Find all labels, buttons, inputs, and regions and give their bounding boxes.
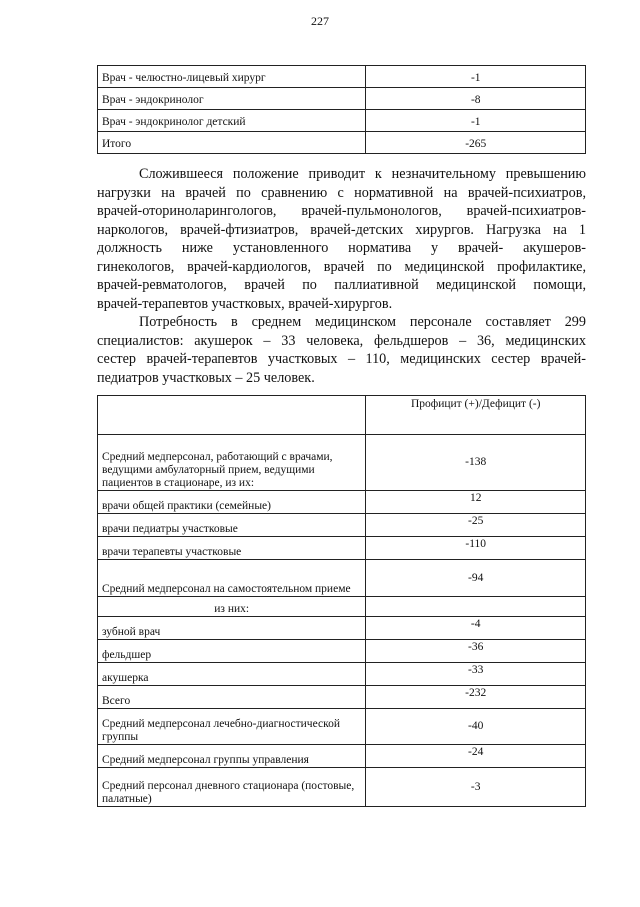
table-row xyxy=(98,745,586,768)
text-line: должность ниже установленного норматива у врачей- акушеров- xyxy=(97,240,586,256)
row-value: -232 xyxy=(366,686,586,709)
table-row xyxy=(98,66,586,88)
specialist-deficit-table xyxy=(97,65,586,154)
paragraph-load-situation xyxy=(97,165,586,313)
row-label: Средний медперсонал на самостоятельном приеме xyxy=(98,560,366,597)
table-row-total xyxy=(98,132,586,154)
table-row-total xyxy=(98,686,586,709)
table-row xyxy=(98,560,586,597)
text-line: гинекологов, врачей-кардиологов, врачей по медицинской профилактике, xyxy=(97,258,586,275)
paragraph-nursing-need xyxy=(97,313,586,387)
text-line: Потребность в среднем медицинском персонале составляет 299 xyxy=(139,314,586,330)
table-row xyxy=(98,491,586,514)
row-label: Средний медперсонал группы управления xyxy=(98,745,366,768)
row-value: -138 xyxy=(366,435,586,491)
row-value: -25 xyxy=(366,514,586,537)
table-header-row xyxy=(98,396,586,435)
text-line: врачей-терапевтов участковых, врачей-хирургов. xyxy=(97,295,393,312)
table-row xyxy=(98,663,586,686)
table-row xyxy=(98,537,586,560)
row-label: акушерка xyxy=(98,663,366,686)
text-line: педиатров участковых – 25 человек. xyxy=(97,369,315,386)
row-label: фельдшер xyxy=(98,640,366,663)
text-line: врачей-оториноларингологов, врачей-пульмонологов, врачей-психиатров- xyxy=(97,203,586,219)
row-value: -1 xyxy=(366,110,586,132)
row-value xyxy=(366,597,586,617)
row-value: -110 xyxy=(366,537,586,560)
row-label: Средний медперсонал лечебно-диагностической группы xyxy=(98,709,366,745)
row-value: -1 xyxy=(366,66,586,88)
nursing-staff-table xyxy=(97,395,586,807)
text-line: сестер врачей-терапевтов участковых – 110, медицинских сестер врачей- xyxy=(97,351,586,367)
row-label: зубной врач xyxy=(98,617,366,640)
row-label: из них: xyxy=(98,597,366,617)
row-label: Итого xyxy=(98,132,366,154)
row-label: Врач - эндокринолог детский xyxy=(98,110,366,132)
row-value: -8 xyxy=(366,88,586,110)
row-label: врачи общей практики (семейные) xyxy=(98,491,366,514)
text-line: нагрузки на врачей по сравнению с нормативной на врачей-психиатров, xyxy=(97,184,586,201)
row-label: Всего xyxy=(98,686,366,709)
table-row xyxy=(98,709,586,745)
table-row-subheader xyxy=(98,597,586,617)
row-value: -265 xyxy=(366,132,586,154)
table-row xyxy=(98,435,586,491)
text-line: Сложившееся положение приводит к незначительному превышению xyxy=(139,166,586,182)
row-label: Врач - эндокринолог xyxy=(98,88,366,110)
table-row xyxy=(98,768,586,807)
row-label: Средний медперсонал, работающий с врачами, ведущими амбулаторный прием, ведущими пациентов в стационаре, из их: xyxy=(98,435,366,491)
row-value: -40 xyxy=(366,709,586,745)
table-row xyxy=(98,110,586,132)
table-row xyxy=(98,617,586,640)
row-value: -33 xyxy=(366,663,586,686)
row-label: Врач - челюстно-лицевый хирург xyxy=(98,66,366,88)
text-line: врачей-ревматологов, врачей по паллиативной медицинской помощи, xyxy=(97,277,586,293)
table-row xyxy=(98,640,586,663)
table-row xyxy=(98,88,586,110)
row-value: -3 xyxy=(366,768,586,807)
text-line: наркологов, врачей-фтизиатров, врачей-детских хирургов. Нагрузка на 1 xyxy=(97,221,586,238)
row-value: -24 xyxy=(366,745,586,768)
header-value: Профицит (+)/Дефицит (-) xyxy=(366,396,586,435)
page-number: 227 xyxy=(311,14,329,28)
row-label: Средний персонал дневного стационара (постовые, палатные) xyxy=(98,768,366,807)
row-label: врачи терапевты участковые xyxy=(98,537,366,560)
row-value: -94 xyxy=(366,560,586,597)
row-label: врачи педиатры участковые xyxy=(98,514,366,537)
header-label xyxy=(98,396,366,435)
row-value: 12 xyxy=(366,491,586,514)
row-value: -36 xyxy=(366,640,586,663)
text-line: специалистов: акушерок – 33 человека, фельдшеров – 36, медицинских xyxy=(97,332,586,349)
table-row xyxy=(98,514,586,537)
row-value: -4 xyxy=(366,617,586,640)
